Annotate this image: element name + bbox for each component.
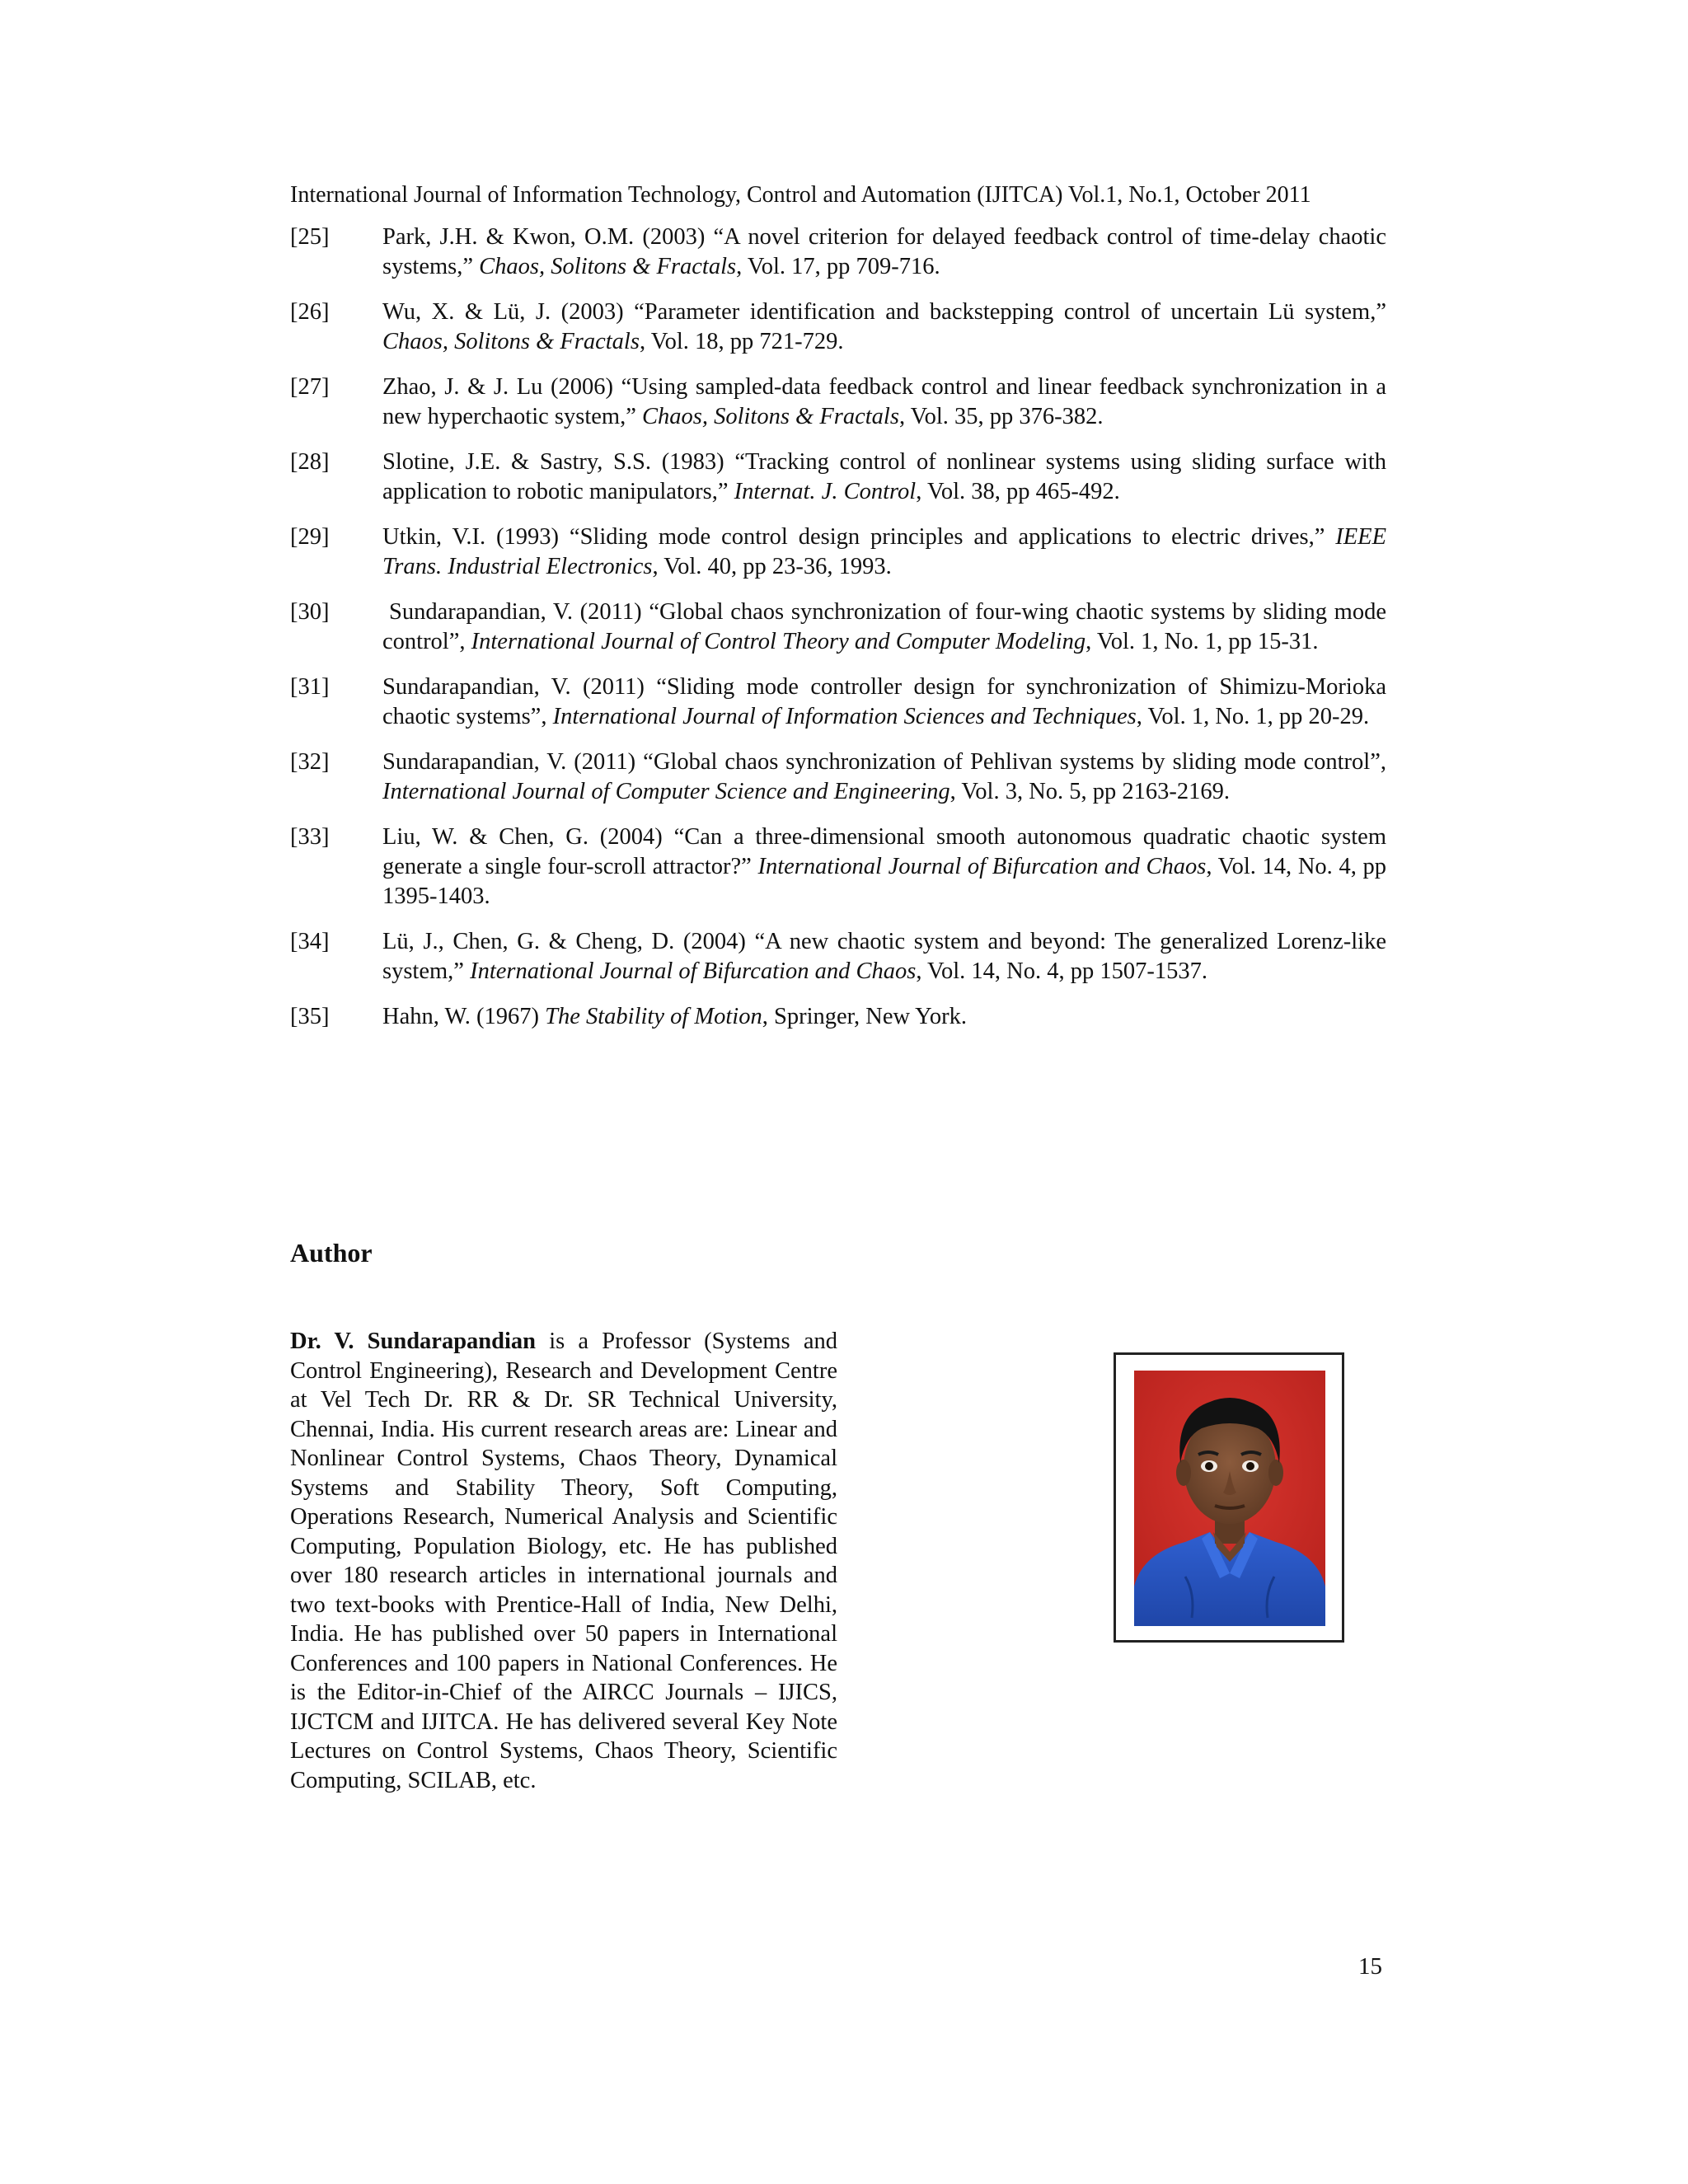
reference-venue: International Journal of Bifurcation and Chaos (470, 958, 917, 984)
reference-item (290, 598, 1386, 657)
reference-item (290, 448, 1386, 507)
reference-venue: IEEE Trans. Industrial Electronics (382, 524, 1386, 579)
reference-item (290, 748, 1386, 807)
reference-item (290, 1002, 1386, 1032)
author-photo (1134, 1371, 1325, 1626)
reference-venue: International Journal of Bifurcation and Chaos (757, 854, 1207, 879)
reference-venue: Chaos, Solitons & Fractals (479, 254, 737, 279)
author-portrait-image (1134, 1371, 1325, 1626)
reference-text: Sundarapandian, V. (2011) “Sliding mode controller design for synchronization of Shimizu-Morioka chaotic systems”, International Journal of Information Sciences and Techniques, Vol. 1, No. 1, pp 20-29. (382, 674, 1386, 729)
reference-text: Hahn, W. (1967) The Stability of Motion, Springer, New York. (382, 1004, 967, 1029)
page-number: 15 (1358, 1953, 1382, 1980)
reference-text: Park, J.H. & Kwon, O.M. (2003) “A novel criterion for delayed feedback control of time-delay chaotic systems,” Chaos, Solitons & Fractals, Vol. 17, pp 709-716. (382, 224, 1386, 279)
reference-item (290, 523, 1386, 582)
reference-number: [26] (290, 299, 330, 325)
reference-number: [33] (290, 824, 330, 850)
reference-number: [27] (290, 374, 330, 400)
reference-text: Sundarapandian, V. (2011) “Global chaos synchronization of four-wing chaotic systems by sliding mode control”, International Journal of Control Theory and Computer Modeling, Vol. 1, No. 1, pp 15-31. (382, 599, 1386, 654)
reference-item (290, 223, 1386, 282)
reference-text: Liu, W. & Chen, G. (2004) “Can a three-dimensional smooth autonomous quadratic chaotic system generate a single four-scroll attractor?” International Journal of Bifurcation and Chaos, Vol. 14, No. 4, pp 1395-1403. (382, 824, 1386, 909)
reference-venue: Internat. J. Control (734, 479, 917, 504)
reference-item (290, 673, 1386, 732)
reference-item (290, 373, 1386, 432)
author-heading: Author (290, 1238, 373, 1268)
reference-list (290, 223, 1386, 1047)
reference-item (290, 927, 1386, 987)
reference-venue: Chaos, Solitons & Fractals (382, 329, 640, 354)
reference-venue: International Journal of Information Sciences and Techniques (552, 704, 1137, 729)
reference-text: Zhao, J. & J. Lu (2006) “Using sampled-data feedback control and linear feedback synchronization in a new hyperchaotic system,” Chaos, Solitons & Fractals, Vol. 35, pp 376-382. (382, 374, 1386, 429)
running-header: International Journal of Information Technology, Control and Automation (IJITCA) Vol.1, No.1, October 2011 (290, 182, 1311, 208)
author-bio-text: is a Professor (Systems and Control Engineering), Research and Development Centre at Vel Tech Dr. RR & Dr. SR Technical University, Chennai, India. His current research areas are: Linear and Nonlinear Control Systems, Chaos Theory, Dynamical Systems and Stability Theory, Soft Computing, Operations Research, Numerical Analysis and Scientific Computing, Population Biology, etc. He has published over 180 research articles in international journals and two text-books with Prentice-Hall of India, New Delhi, India. He has published over 50 papers in International Conferences and 100 papers in National Conferences. He is the Editor-in-Chief of the AIRCC Journals – IJICS, IJCTCM and IJITCA. He has delivered several Key Note Lectures on Control Systems, Chaos Theory, Scientific Computing, SCILAB, etc. (290, 1329, 837, 1793)
reference-venue: Chaos, Solitons & Fractals (641, 404, 899, 429)
reference-number: [30] (290, 599, 330, 625)
author-bio (290, 1327, 837, 1795)
reference-item (290, 298, 1386, 357)
reference-number: [35] (290, 1004, 330, 1029)
reference-item (290, 823, 1386, 912)
reference-venue: International Journal of Control Theory and Computer Modeling (471, 629, 1086, 654)
reference-number: [29] (290, 524, 330, 550)
reference-text: Wu, X. & Lü, J. (2003) “Parameter identification and backstepping control of uncertain Lü system,” Chaos, Solitons & Fractals, Vol. 18, pp 721-729. (382, 299, 1386, 354)
author-name: Dr. V. Sundarapandian (290, 1329, 537, 1354)
reference-text: Utkin, V.I. (1993) “Sliding mode control design principles and applications to electric drives,” IEEE Trans. Industrial Electronics, Vol. 40, pp 23-36, 1993. (382, 524, 1386, 579)
reference-title: The Stability of Motion (545, 1004, 762, 1029)
reference-venue: International Journal of Computer Science and Engineering (382, 779, 950, 804)
reference-number: [34] (290, 929, 330, 954)
reference-text: Slotine, J.E. & Sastry, S.S. (1983) “Tracking control of nonlinear systems using sliding surface with application to robotic manipulators,” Internat. J. Control, Vol. 38, pp 465-492. (382, 449, 1386, 504)
reference-number: [31] (290, 674, 330, 700)
reference-text: Sundarapandian, V. (2011) “Global chaos synchronization of Pehlivan systems by sliding mode control”, International Journal of Computer Science and Engineering, Vol. 3, No. 5, pp 2163-2169. (382, 749, 1386, 804)
reference-number: [28] (290, 449, 330, 475)
reference-number: [25] (290, 224, 330, 250)
author-photo-frame (1114, 1352, 1344, 1643)
reference-text: Lü, J., Chen, G. & Cheng, D. (2004) “A new chaotic system and beyond: The generalized Lorenz-like system,” International Journal of Bifurcation and Chaos, Vol. 14, No. 4, pp 1507-1537. (382, 929, 1386, 984)
reference-number: [32] (290, 749, 330, 775)
